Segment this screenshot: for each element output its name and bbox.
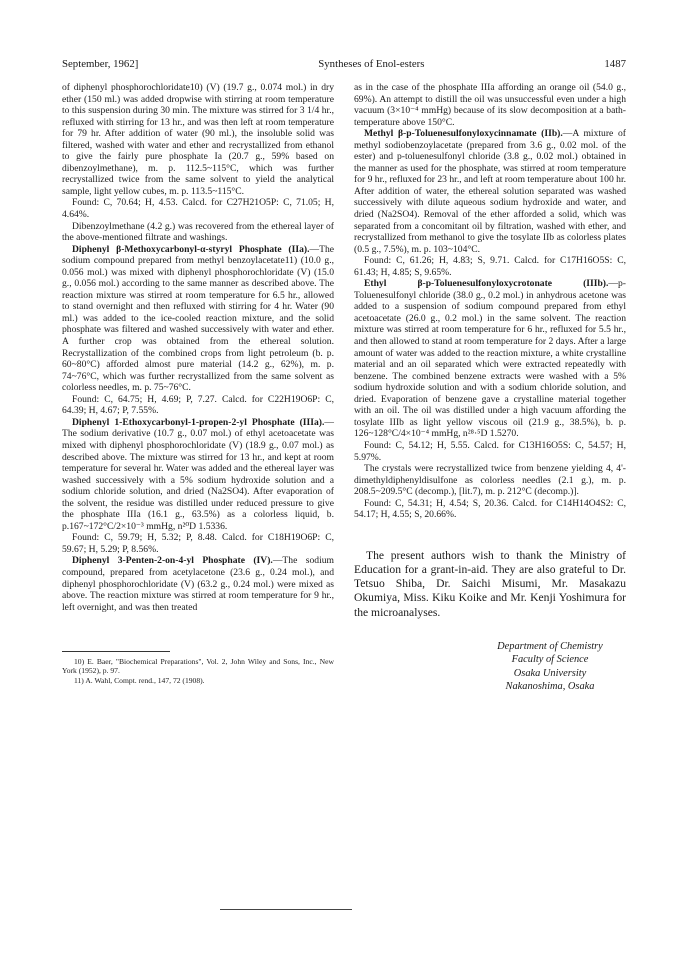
end-rule xyxy=(220,909,352,910)
two-column-body xyxy=(62,82,626,693)
paragraph-text: Found: C, 59.79; H, 5.32; P, 8.48. Calcd. for C18H19O6P: C, 59.67; H, 5.29; P, 8.56%. xyxy=(62,532,334,555)
paragraph-text: Found: C, 54.31; H, 4.54; S, 20.36. Calcd. for C14H14O4S2: C, 54.17; H, 4.55; S, 20.66%. xyxy=(354,497,626,521)
left-column-paragraph xyxy=(62,221,334,244)
left-column-paragraph xyxy=(62,417,334,532)
paragraph-text: Found: C, 61.26; H, 4.83; S, 9.71. Calcd. for C17H16O5S: C, 61.43; H, 4.85; S, 9.65%. xyxy=(354,255,626,278)
paragraph-text: —A mixture of methyl sodiobenzoylacetate (prepared from 3.6 g., 0.02 mol. of the ester) and p-toluenesulfonyl chloride (3.8 g., 0.02 mol.) obtained in the manner as used for the phosphate, was stirred at room temperature for 9 hr., refluxed for 23 hr., and left at room temperature about 100 hr. After addition of water, the ethereal solution separated was washed successively with dilute aqueous sodium hydroxide and water, and dried (Na2SO4). Removal of the ether afforded a solid, which was separated from a concomitant oil by filtration, washed with ether, and recrystallized from methanol to give the tosylate IIb as colorless plates (0.5 g., 7.5%), m. p. 103~104°C. xyxy=(354,128,627,255)
right-column-paragraph xyxy=(354,128,626,255)
footnote: 10) E. Baer, "Biochemical Preparations", Vol. 2, John Wiley and Sons, Inc., New York (1952), p. 97. xyxy=(62,657,334,676)
paragraph-text: —p-Toluenesulfonyl chloride (38.0 g., 0.2 mol.) in anhydrous acetone was added to a suspension of sodium compound prepared from ethyl acetoacetate (26.0 g., 0.2 mol.) in the same solvent. The reaction mixture was stirred at room temperature for 6 hr., refluxed for 5.5 hr., and then allowed to stand at room temperature for 2 days. After a large amount of water was added to the reaction mixture, a white crystalline material and an oil separated which were extracted repeatedly with benzene. The combined benzene extracts were washed with a 5% sodium hydroxide solution and with a sodium chloride solution, and dried. Evaporation of benzene gave a crystalline material together with an oil. The oil was distilled under a high vacuum affording the tosylate IIIb as light yellow viscous oil (21.9 g., 38.5%), b. p. 126~128°C/4×10⁻⁴ mmHg, n²⁸·⁵D 1.5270. xyxy=(354,278,626,440)
header-page-number: 1487 xyxy=(604,58,626,70)
paragraph-text: —The sodium compound prepared from methyl benzoylacetate11) (10.0 g., 0.056 mol.) was mixed with diphenyl phosphorochloridate (V) (15.0 g., 0.056 mol.) according to the same manner as described above. The reaction mixture was stirred at room temperature for 6.5 hr., allowed to stand overnight and then refluxed with stirring for 4 hr. Water (90 ml.) was added to the ice-cooled reaction mixture, and the solid phosphate was filtered and washed successively with water and ether. A further crop was obtained from the ethereal solution. Recrystallization of the combined crops from light petroleum (b. p. 60~80°C) afforded almost pure material (14.2 g., 62%), m. p. 74~76°C, which was further recrystallized from the same solvent as colorless needles, m. p. 75~76°C. xyxy=(62,243,334,394)
paragraph-text: —The sodium compound, prepared from acetylacetone (23.6 g., 0.24 mol.), and diphenyl phosphorochloridate (V) (63.2 g., 0.24 mol.) were mixed as above. The reaction mixture was stirred at room temperature for 9 hr., left overnight, and was then treated xyxy=(62,555,334,613)
section-heading: Ethyl β-p-Toluenesulfonyloxycrotonate (IIIb). xyxy=(364,278,609,290)
affiliation-line: Nakanoshima, Osaka xyxy=(505,681,595,693)
paragraph-text: —The sodium derivative (10.7 g., 0.07 mol.) of ethyl acetoacetate was mixed with diphenyl phosphorochloridate (V) (18.9 g., 0.07 mol.) as described above. The mixture was stirred for 13 hr., and kept at room temperature for several hr. Water was added and the ethereal layer was washed successively with a 5% sodium hydroxide solution and a sodium chloride solution, and dried (Na2SO4). After evaporation of the solvent, the residue was distilled under reduced pressure to give the phosphate IIIa (16.1 g., 63.5%) as a colorless liquid, b. p.167~172°C/2×10⁻³ mmHg, n²⁰D 1.5336. xyxy=(62,416,334,532)
affiliation xyxy=(474,640,626,694)
paragraph-text: of diphenyl phosphorochloridate10) (V) (19.7 g., 0.074 mol.) in dry ether (150 ml.) was added dropwise with stirring at room temperature to this suspension during 30 min. The mixture was stirred for 3 1/4 hr., refluxed with stirring for 13 hr., and was then left at room temperature for 79 hr. After addition of water (90 ml.), the insoluble solid was filtered, washed with water and ether and recrystallized from ethanol to give the fairly pure phosphate Ia (20.7 g., 59% based on dibenzoylmethane), m. p. 112.5~115°C, which was further recrystallized twice from the same solvent to yield the analytical sample, light yellow cubes, m. p. 113.5~115°C. xyxy=(62,82,334,197)
paragraph-text: Found: C, 54.12; H, 5.55. Calcd. for C13H16O5S: C, 54.57; H, 5.97%. xyxy=(354,439,626,463)
left-column-paragraph xyxy=(62,82,334,197)
section-heading: Methyl β-p-Toluenesulfonyloxycinnamate (IIb). xyxy=(364,128,563,140)
left-column-paragraph xyxy=(62,555,334,613)
right-column-paragraph xyxy=(354,82,626,128)
affiliation-line: Faculty of Science xyxy=(511,654,589,666)
header-title: Syntheses of Enol-esters xyxy=(318,58,425,70)
section-heading: Diphenyl 3-Penten-2-on-4-yl Phosphate (IV). xyxy=(72,555,273,567)
left-column-paragraph xyxy=(62,244,334,394)
footnote: 11) A. Wahl, Compt. rend., 147, 72 (1908). xyxy=(74,675,205,685)
paragraph-text: Dibenzoylmethane (4.2 g.) was recovered from the ethereal layer of the above-mentioned filtrate and washings. xyxy=(62,220,334,244)
left-column-paragraph xyxy=(62,532,334,555)
affiliation-line: Osaka University xyxy=(513,667,587,679)
right-column-paragraph xyxy=(354,440,626,463)
right-column-paragraph xyxy=(354,255,626,278)
header-date: September, 1962] xyxy=(62,58,139,70)
right-column-paragraph xyxy=(354,463,626,498)
footnotes xyxy=(62,657,334,685)
running-header xyxy=(62,58,626,74)
affiliation-line: Department of Chemistry xyxy=(497,640,603,652)
left-column-paragraph xyxy=(62,197,334,220)
right-column-paragraphs xyxy=(354,82,626,521)
right-column-paragraph xyxy=(354,498,626,521)
paragraph-text: as in the case of the phosphate IIIa affording an orange oil (54.0 g., 69%). An attempt to distill the oil was unsuccessful even under a high vacuum (3×10⁻⁴ mmHg) because of its slow decomposition at a bath-temperature above 150°C. xyxy=(354,82,626,128)
paragraph-text: Found: C, 70.64; H, 4.53. Calcd. for C27H21O5P: C, 71.05; H, 4.64%. xyxy=(62,197,334,221)
left-column-paragraphs xyxy=(62,82,334,613)
paragraph-text: The crystals were recrystallized twice from benzene yielding 4, 4'-dimethyldiphenyldisulfone as colorless needles (2.1 g.), m. p. 208.5~209.5°C (decomp.), [lit.7), m. p. 212°C (decomp.)]. xyxy=(354,463,626,498)
paragraph-text: Found: C, 64.75; H, 4.69; P, 7.27. Calcd. for C22H19O6P: C, 64.39; H, 4.67; P, 7.55%. xyxy=(62,393,334,417)
left-column xyxy=(62,82,334,693)
left-column-paragraph xyxy=(62,394,334,417)
section-heading: Diphenyl 1-Ethoxycarbonyl-1-propen-2-yl Phosphate (IIIa). xyxy=(72,416,325,428)
acknowledgement: The present authors wish to thank the Ministry of Education for a grant-in-aid. They are also grateful to Dr. Tetsuo Shiba, Dr. Saichi Misumi, Mr. Masakazu Okumiya, Miss. Kiku Koike and Mr. Kenji Yoshimura for the microanalyses. xyxy=(354,548,626,619)
right-column xyxy=(354,82,626,693)
section-heading: Diphenyl β-Methoxycarbonyl-α-styryl Phosphate (IIa). xyxy=(72,243,310,255)
right-column-paragraph xyxy=(354,278,626,440)
